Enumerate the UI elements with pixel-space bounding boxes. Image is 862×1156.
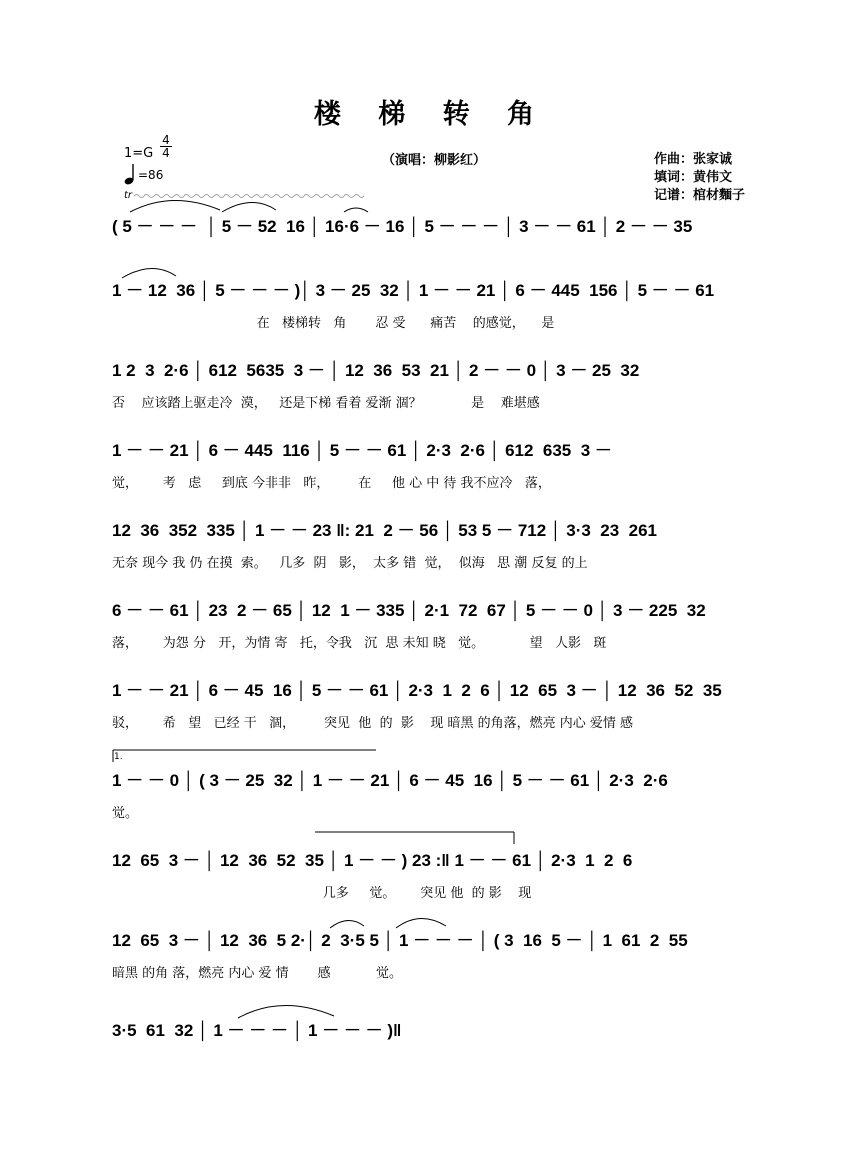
lyric-line: 驳， 希 望 已经 干 涸， 突见 他 的 影 现 暗黑 的角落，燃亮 内心 爱情 感 [112, 716, 634, 731]
repeat-bracket [314, 830, 520, 846]
time-signature [160, 134, 172, 159]
volta-label: 1. [114, 752, 123, 762]
notation-line: 1 2 3 2·6 │ 612 5635 3 － │ 12 36 53 21 │ 2 － － 0 │ 3 － 25 32 [112, 361, 640, 380]
time-signature-bottom: 4 [160, 146, 172, 159]
notation-line: 6 － － 61 │ 23 2 － 65 │ 12 1 － 335 │ 2·1 72 67 │ 5 － － 0 │ 3 － 225 32 [112, 601, 706, 620]
performer-credit: （演唱：柳影红） [382, 153, 487, 168]
quarter-note-icon [124, 163, 138, 185]
lyricist-credit: 填词：黄伟文 [654, 170, 733, 185]
notation-line: 1 － － 21 │ 6 － 445 116 │ 5 － － 61 │ 2·3 2·6 │ 612 635 3 － [112, 441, 612, 460]
trill-marker: tr [124, 190, 133, 201]
lyric-line: 在 楼梯转 角 忍 受 痛苦 的感觉， 是 [112, 316, 555, 331]
notation-line: ( 5 － － － │ 5 － 52 16 │ 16·6 － 16 │ 5 － － － │ 3 － － 61 │ 2 － － 35 [112, 217, 693, 236]
slur-marks [112, 264, 764, 280]
notation-line: 12 65 3 － │ 12 36 5 2·│ 2 3·5 5 │ 1 － － － │ ( 3 16 5 － │ 1 61 2 55 [112, 931, 688, 950]
notation-line: 12 36 352 335 │ 1 － － 23 ‖: 21 2 － 56 │ 53 5 － 712 │ 3·3 23 261 [112, 521, 657, 540]
transcriber-credit: 记谱：棺材麵子 [654, 188, 746, 203]
lyric-line [112, 1054, 764, 1074]
notation-line: 1 － 12 36 │ 5 － － － )│ 3 － 25 32 │ 1 － － 21 │ 6 － 445 156 │ 5 － － 61 [112, 281, 715, 300]
notation-line: 1 － － 0 │ ( 3 － 25 32 │ 1 － － 21 │ 6 － 45 16 │ 5 － － 61 │ 2·3 2·6 [112, 771, 668, 790]
key-signature: 1=G [124, 146, 154, 161]
lyric-line: 落， 为怨 分 开，为情 寄 托，令我 沉 思 未知 晓 觉。 望 人影 斑 [112, 636, 607, 651]
lyric-line: 否 应该踏上驱走冷 漠， 还是下梯 看着 爱渐 涸？ 是 难堪感 [112, 396, 540, 411]
volta-bracket [112, 748, 382, 764]
notation-line: 12 65 3 － │ 12 36 52 35 │ 1 － － ) 23 :‖ 1 － － 61 │ 2·3 1 2 6 [112, 851, 633, 870]
composer-credit: 作曲：张家诚 [654, 152, 733, 167]
time-signature-top: 4 [162, 133, 170, 147]
slur-marks [112, 914, 764, 930]
slur-marks [112, 1002, 764, 1020]
lyric-line: 觉。 [112, 806, 139, 821]
notation-line: 3·5 61 32 │ 1 － － － │ 1 － － － )‖ [112, 1021, 402, 1040]
lyric-line: 暗黑 的角 落，燃亮 内心 爱 情 感 觉。 [112, 966, 403, 981]
song-title: 楼 梯 转 角 [313, 99, 549, 130]
lyric-line: 几多 觉。 突见 他 的 影 现 [112, 886, 532, 901]
slur-marks [112, 196, 764, 216]
lyric-line: 无奈 现今 我 仍 在摸 索。 几多 阴 影， 太多 错 觉， 似海 思 潮 反复 的上 [112, 556, 588, 571]
notation-line: 1 － － 21 │ 6 － 45 16 │ 5 － － 61 │ 2·3 1 2 6 │ 12 65 3 － │ 12 36 52 35 [112, 681, 722, 700]
tempo-marking: =86 [138, 168, 164, 182]
lyric-line: 觉， 考 虑 到底 今非非 昨， 在 他 心 中 待 我不应冷 落， [112, 476, 551, 491]
